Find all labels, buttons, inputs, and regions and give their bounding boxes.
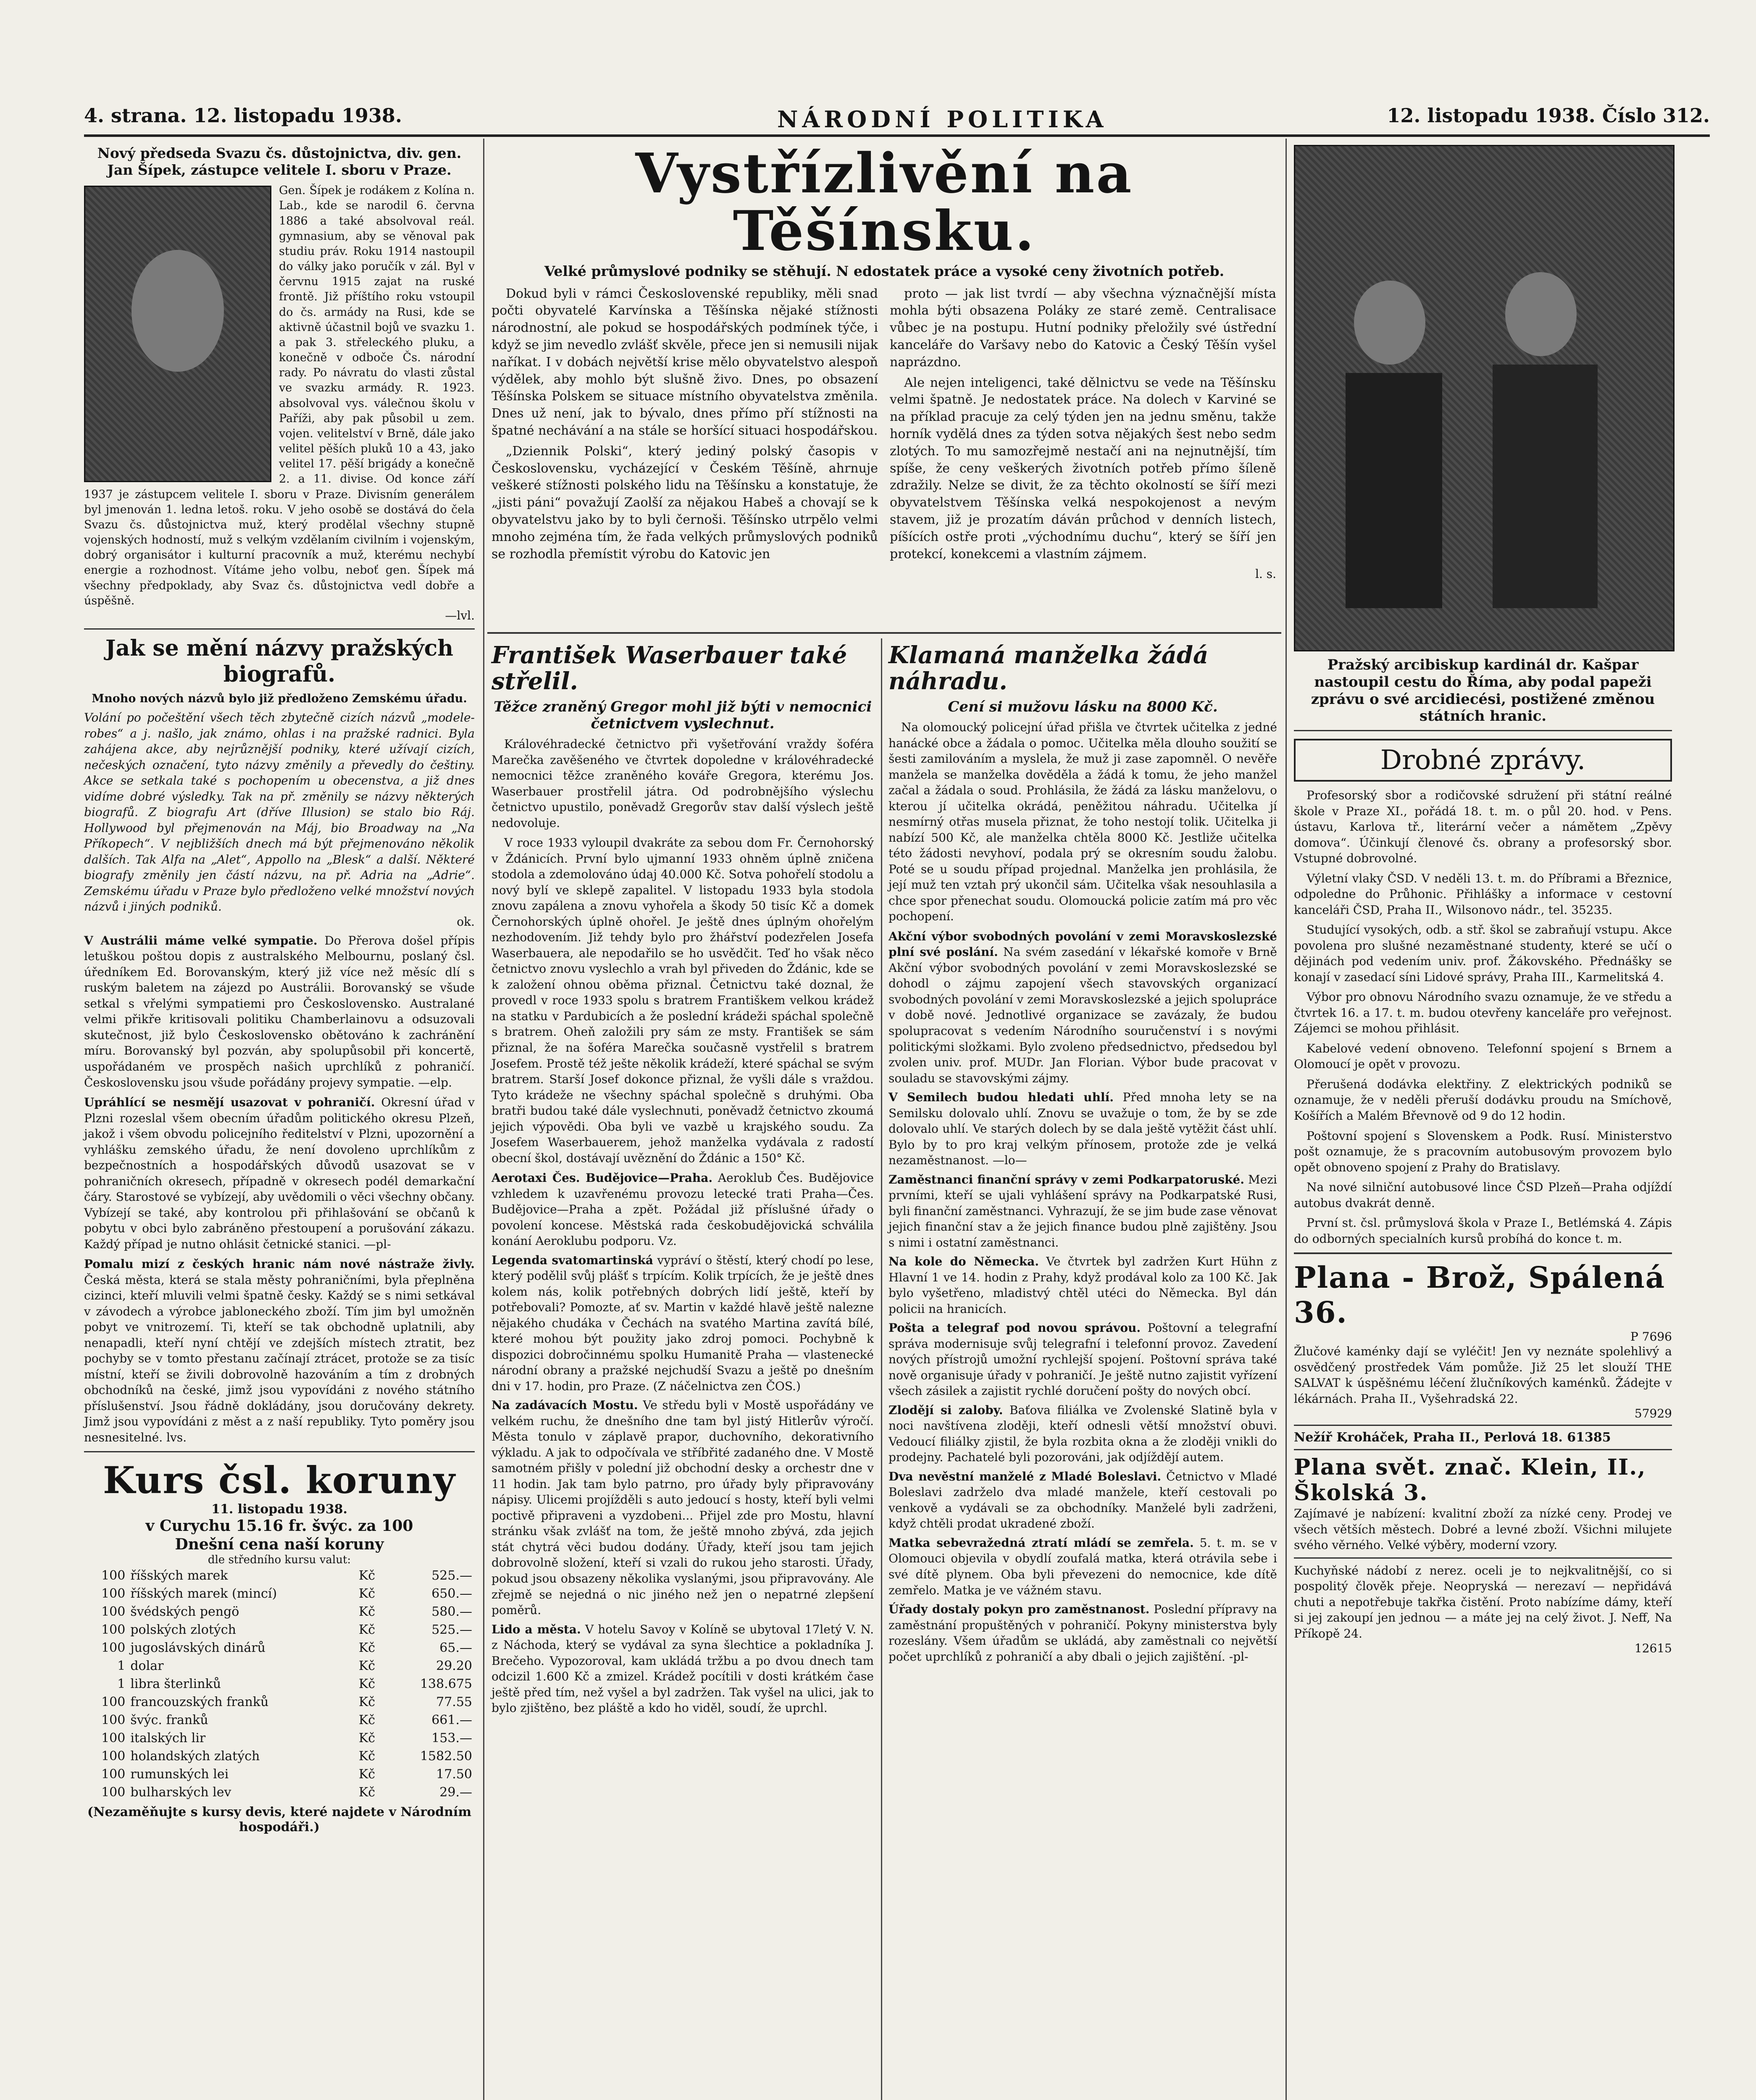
news-item: Studující vysokých, odb. a stř. škol se zabraňují vstupu. Akce povolena pro slušné nezaměstnané studenty, které se učí o dějinách pod vedením univ. prof. Žákovského. Přednášky se konají v zasedací síni Lidové správy, Praha III., Karmelitská 4. [1294,923,1672,984]
plzen-body: Okresní úřad v Plzni rozeslal všem obecním úřadům politického okresu Plzeň, jakož i všem obvodu policejního ředitelství v Plzni, upozornění a vyhlášku zemského úřadu, že není dovoleno uprchlíkům z bezpečnostních a hospodářských důvodů usazovat se v pohraničních okresech, případně v okresech podél demarkační čáry. Starostové se vybízejí, aby uvědomili o věci všechny občany. Vybízejí se také, aby kontrolou při přihlašování se občanů k pobytu v obci bylo zabráněno přestoupení a porušování zákazu. Každý případ je nutno ohlásit četnické stanici. [84,1095,475,1251]
akce-body: Na svém zasedání v lékařské komoře v Brně Akční výbor svobodných povolání v zemi Moravskoslezské se dohodl o zájmu zapojení všech stavovských organizací svobodných povolání v zemi Moravskoslezské a jejich spolupráce v době nové. Jednotlivé organizace se zavázaly, že budou spolupracovat s vedením Národního souručenství i s novými politickými složkami. Bylo zvoleno předsednictvo, předsedou byl zvolen univ. prof. MUDr. Jan Florian. Výbor bude pracovat v souladu se stavovskými zájmy. [889,945,1277,1085]
koruna-zurich: v Curychu 15.16 fr. švýc. za 100 [145,1517,413,1535]
masthead [84,104,1710,137]
rate-amount: 100 [101,1785,126,1800]
news-item: Profesorský sbor a rodičovské sdružení při státní reálné škole v Praze XI., pořádá 18. t. m. o půl 20. hod. v Pens. ústavu, Karlova tř., literární večer a námětem „Zpěvy domova“. Účinkují členové čs. obrany a profesorský sbor. Vstupné dobrovolné. [1294,788,1672,866]
klamana-headline: Klamaná manželka žádá náhradu. [889,641,1209,695]
biograf-subhead: Mnoho nových názvů bylo již předloženo Zemskému úřadu. [92,692,467,705]
koruna-subhead: Dnešní cena naší koruny [175,1535,384,1553]
rate-amount: 100 [101,1730,126,1746]
main-body-right [890,286,1276,583]
koruna-note: (Nezaměňujte s kursy devis, které najdete v Národním hospodáři.) [87,1804,472,1835]
rate-row [84,1585,475,1603]
rate-row [84,1675,475,1693]
article-signature: ok. [457,914,475,929]
general-article-body: Gen. Šípek je rodákem z Kolína n. Lab., kde se narodil 6. června 1886 a také absolvoval reál. gymnasium, aby se věnoval pak studiu práv. Roku 1914 nastoupil do války jako poručík v zál. Byl v červnu 1915 zajat na ruské frontě. Již příštího roku vstoupil do čs. armády na Rusi, kde se aktivně účastnil bojů ve svazku 1. a pak 3. střeleckého pluku, a konečně v odboče Čs. národní rady. Po návratu do vlasti zůstal ve svazku armády. R. 1923. absolvoval vys. válečnou školu v Paříži, aby pak působil u zem. vojen. velitelství v Brně, dále jako velitel pěších pluků 10 a 43, jako velitel 17. pěší brigády a konečně 2. a 11. divise. Od konce září 1937 je zástupcem velitele I. sboru v Praze. Divisním generálem byl jmenován 1. ledna letoš. roku. V jeho osobě se dostává do čela Svazu čs. důstojnictva muž, který prodělal všechny stupně vojenských hodností, muž s velkým vzdělaním civilním i vojenským, dobrý organisátor i kulturní pracovník a muž, kterému nechybí energie a rozhodnost. Vítáme jeho volbu, neboť gen. Šípek má všechny předpoklady, aby Svaz čs. důstojnictva vedl dobře a úspěšně. [84,184,475,607]
ad-code: 12615 [1634,1641,1672,1656]
aero-item [492,1170,874,1249]
article-signature: l. s. [1255,567,1276,581]
divider [1294,1425,1672,1426]
rate-cur: Kč [358,1694,376,1709]
rate-val: 1582.50 [420,1748,472,1764]
akce-headline: Akční výbor svobodných povolání v zemi Moravskoslezské plní své poslání. [889,929,1277,959]
cardinal-caption: Pražský arcibiskup kardinál dr. Kašpar nastoupil cestu do Říma, aby podal papeži zprávu o své arcidiecési, postižené změnou státních hranic. [1311,656,1655,725]
drobne-zpravy-list [1294,788,1672,1247]
divider [1294,1557,1672,1559]
news-item: Kabelové vedení obnoveno. Telefonní spojení s Brnem a Olomoucí je opět v provozu. [1294,1041,1672,1071]
rate-val: 65.— [439,1640,472,1655]
kolo-body: Ve čtvrtek byl zadržen Kurt Hühn z Hlavní 1 ve 14. hodin z Prahy, když prodával kolo za 100 Kč. Jak bylo vyšetřeno, mladistvý chtěl utéci do Německa. Byl dán policii na hranicích. [889,1255,1277,1316]
divider [1294,1252,1672,1254]
rate-val: 17.50 [436,1767,472,1782]
rate-val: 661.— [431,1712,472,1727]
news-item: Výletní vlaky ČSD. V neděli 13. t. m. do Příbrami a Březnice, odpoledne do Průhonic. Přihlášky a informace v cestovní kanceláři ČSD, Praha II., Wilsonovo nádr., tel. 35235. [1294,871,1672,917]
divider [1294,1449,1672,1450]
article-signature: -pl- [1229,1649,1249,1664]
rate-amount: 100 [101,1748,126,1764]
rate-name: holandských zlatých [130,1748,260,1764]
ad-plana-broz-headline: Plana - Brož, Spálená 36. [1294,1260,1666,1330]
australia-headline: V Austrálii máme velké sympatie. [84,933,318,948]
paragraph: V roce 1933 vyloupil dvakráte za sebou dom Fr. Černohorský v Ždánicích. První bylo ujmanní 1933 ohněm úplně zničena stodola a zdemolováno údaj 40.000 Kč. Sotva pohořelí stodolu a nový bylí ve sklepě zapalitel. V listopadu 1933 byla stodola znovu zapálena a znovu vyhořela a škody 50 tisíc Kč a domek Černohorských úplně ohořel. Je ještě dnes úplným ohořelým nezhodovením. Již tehdy bylo pro žhářství podezřelen Josefa Waserbauera, ale nepodařilo se ho usvědčit. Teď ho však něco četnictvo znovu vyslechlo a vrah byl přiveden do Ždánic, kde se k založení ohnou oběma přiznal. Četnictvu také doznal, že provedl v roce 1933 spolu s bratrem Františkem velkou krádež na statku v Pardubicích a že poslední krádeži spáchal společně s bratrem. Oheň založili pry sám ze msty. František se sám přiznal, že na šoféra Marečka současně vystřelil s bratrem Josefem. Prostě též ješte několik krádeží, které spáchal se svým bratrem. Starší Josef dokonce přiznal, že vyšli dále s vraždou. Tyto krádeže ne všechny spáchal společně s druhými. Oba bratři budou také dále vyslechnuti, poněvadž četnictvo zkoumá jejich výpovědi. Oba byli ve vazbě u krajského soudu. Za Josefem Waserbauerem, jehož manželka vydávala z radostí obecní škol, dostávají uvěznění do Ždánic a 150° Kč. [492,836,874,1165]
paragraph: Na olomoucký policejní úřad přišla ve čtvrtek učitelka z jedné hanácké obce a žádala o pomoc. Učitelka měla dlouho soužití se šesti zamilováním a myslela, že muž ji zase zapomněl. O nevěře manžela se manželka dověděla a žádá k tomu, že jeho manžel začal a žádala o soud. Prohlásila, že žádá za lásku manželovu, o kterou jí učitelka okrádá, peněžitou náhradu. Učitelka jí nesmírný otřas musela přiznat, že toho nestojí tolik. Učitelka ji nabízí 500 Kč, ale manželka chtěla 8000 Kč. Jestliže učitelka této žádosti nevyhoví, podala prý se okresním soudu žalobu. Poté se u soudu případ projednal. Manželka jen prohlásila, že její muž ten vztah prý ukončil sám. Učitelka však nesouhlasila a chce spor přenechat soudu. Olomoucká policie zatím má pro věc pochopení. [889,720,1277,924]
rate-cur: Kč [358,1712,376,1727]
ad-kuchynske-body: Kuchyňské nádobí z nerez. oceli je to nejkvalitnější, co si pospolitý člověk přeje. Neopryská — nerezaví — nepřidává chuti a nepotřebuje takřka čistění. Proto nabízíme dámy, kteří si jej zakoupí jen jednou — a máte jej na celý život. J. Neff, Na Příkopě 24. [1294,1563,1672,1641]
rate-name: švýc. franků [130,1712,208,1727]
rate-row [84,1639,475,1657]
ad-klein-body: Zajímavé je nabízení: kvalitní zboží za nízké ceny. Prodej ve všech větších městech. Dobré a levné zboží. Všichni milujete svého věrného. Velké výběry, moderní vzory. [1294,1507,1672,1552]
rate-cur: Kč [358,1568,376,1583]
divider [84,1451,475,1452]
rate-val: 525.— [431,1622,472,1637]
aero-body: Aeroklub Čes. Budějovice vzhledem k uzavřenému provozu letecké trati Praha—Čes. Budějovice—Praha a zpět. Požádal již příslušné úřady o povolení koncese. Městská rada českobudějovická schválila konání Aeroklubu podporu. [492,1171,874,1248]
column-2 [492,643,874,1716]
matka-body: 5. t. m. se v Olomouci objevila v obydlí zoufalá matka, která otrávila sebe i své dítě plynem. Oba byli převezeni do nemocnice, kde dítě zemřelo. Matka je ve vážném stavu. [889,1536,1277,1597]
news-item: Přerušená dodávka elektřiny. Z elektrických podniků se oznamuje, že v neděli přeruší dodávku proudu na Smíchově, Košířích a Malém Břevnově od 9 do 12 hodin. [1294,1077,1672,1123]
rate-val: 138.675 [420,1676,472,1691]
posta-item [889,1320,1277,1399]
lido-headline: Lido a města. [492,1622,581,1636]
koruna-date: 11. listopadu 1938. [211,1502,347,1517]
article-signature: —lo— [992,1153,1027,1168]
legend-item [492,1252,874,1394]
koruna-headline: Kurs čsl. koruny [103,1458,456,1502]
rate-name: dolar [130,1658,164,1673]
ad-kroháček: Nežíř Kroháček, Praha II., Perlová 18. 61385 [1294,1430,1611,1445]
akce-item [889,929,1277,1086]
rate-name: rumunských lei [130,1767,229,1782]
rate-cur: Kč [358,1658,376,1673]
news-item: Na nové silniční autobusové lince ČSD Plzeň—Praha odjíždí autobus dvakrát denně. [1294,1180,1672,1210]
article-signature: —pl- [364,1237,391,1251]
portrait-face [131,250,224,372]
rate-cur: Kč [358,1767,376,1782]
uhli-item [889,1089,1277,1168]
column-divider [1285,139,1287,2100]
ad-code: 57929 [1634,1407,1672,1421]
uhli-headline: V Semilech budou hledati uhlí. [889,1090,1114,1105]
lido-body: V hotelu Savoy v Kolíně se ubytoval 17letý V. N. z Náchoda, který se vydával za syna šlechtice a pokladníka J. Brečeho. Vypozoroval, kam ukládá tržbu a po dvou dnech tam odcizil 1.600 Kč a zmizel. Krádež pocítili v dosti krátkém čase ještě před tím, než vyšel a byl zadržen. Tak vyšel na ulici, jak to bylo zjištěno, bez pláště a kdo ho viděl, soudí, že uprchl. [492,1622,874,1715]
rate-val: 525.— [431,1568,472,1583]
rate-amount: 1 [117,1676,126,1691]
rate-name: italských lir [130,1730,206,1746]
uhli-body: Před mnoha lety se na Semilsku dolovalo uhlí. Znovu se uvažuje o tom, že by se zde dolovalo uhlí. Ve starých dolech by se dala ještě vytěžit část uhlí. Bylo by to pro kraj velkým přínosem, protože zde je velká nezaměstnanost. [889,1090,1277,1168]
cardinal-photo [1294,145,1675,651]
klamana-subhead: Cení si mužovu lásku na 8000 Kč. [948,698,1218,716]
urad-item [889,1601,1277,1664]
ad-plana-broz-body: Žlučové kaménky dají se vyléčit! Jen vy neznáte spolehlivý a osvědčený prostředek Vám pomůže. Již 25 let slouží THE SALVAT k úspěšnému léčení žlučníkových kaménků. Žádejte v lékárnách. Praha II., Vyšehradská 22. [1294,1344,1672,1406]
plzen-headline: Upráhlící se nesmějí usazovat v pohraničí. [84,1095,375,1110]
posta-body: Poštovní a telegrafní správa modernisuje svůj telegrafní i telefonní provoz. Zavedení nových přístrojů umožní rychlejší spojení. Poštovní správa také nově organisuje úřady v pohraničí. Je ještě nutno zajistit vyřízení všech zásilek a zajistit rychlé doručení pošty do nových obcí. [889,1321,1277,1398]
rate-cur: Kč [358,1604,376,1619]
rate-amount: 1 [117,1658,126,1673]
rate-amount: 100 [101,1622,126,1637]
waserbauer-subhead: Těžce zraněný Gregor mohl již býti v nemocnici četnictvem vyslechnut. [493,698,872,732]
rate-name: bulharských lev [130,1785,231,1800]
rate-val: 650.— [431,1586,472,1601]
plzen-item [84,1095,475,1252]
rate-row [84,1567,475,1585]
rate-cur: Kč [358,1730,376,1746]
paragraph: proto — jak list tvrdí — aby všechna význačnější místa mohla býti obsazena Poláky ze staré země. Centralisace vůbec je na postupu. Hutní podniky přeložily své ústřední kanceláře do Varšavy nebo do Katovic a Český Těšín vyšel naprázdno. [890,286,1276,370]
news-item: Výbor pro obnovu Národního svazu oznamuje, že ve středu a čtvrtek 16. a 17. t. m. budou otevřeny kanceláře pro veřejnost. Zájemci se mohou přihlásit. [1294,990,1672,1036]
rate-name: francouzských franků [130,1694,269,1709]
ad-code: P 7696 [1630,1330,1672,1344]
fin-item [889,1172,1277,1251]
main-article [492,141,1277,582]
rate-name: švédských pengö [130,1604,239,1619]
rate-name: říšských marek (mincí) [130,1586,277,1601]
figure-body [1346,373,1442,608]
urad-headline: Úřady dostaly pokyn pro zaměstnanost. [889,1602,1150,1617]
posta-headline: Pošta a telegraf pod novou správou. [889,1321,1141,1335]
biograf-body: Volání po počeštění všech těch zbytečně cizích názvů „modele-robes“ a j. našlo, jak známo, ohlas i na pražské radnici. Byla zahájena akce, aby nejrůznější podniky, které užívají cizích, nečeských označení, tyto názvy změnily a převedly do češtiny. Akce se setkala také s pochopením u obecenstva, a již dnes vidíme dobré výsledky. Tak na př. změnily se názvy některých biografů. Z biografu Art (dříve Illusion) se stalo bio Ráj. Hollywood byl přejmenován na Máj, bio Broadway na „Na Příkopech“. V nejbližších dnech má být přejmenováno několik dalších. Tak Alfa na „Alet“, Appollo na „Blesk“ a další. Některé biografy změnily jen částí názvu, na př. Adria na „Adrie“. Zemskému úřadu v Praze bylo předloženo velké množství nových názvů i jiných podniků. [84,711,475,914]
border-item [84,1256,475,1445]
paragraph: Královéhradecké četnictvo při vyšetřování vraždy šoféra Marečka zavěšeného ve čtvrtek dopoledne v královéhradecké nemocnici těžce zraněného kováře Gregora, kterému Jos. Waserbauer prostřelil játra. Od podrobnějšího výslechu četnictvo upustilo, poněvadž Gregorův stav další výslech ještě nedovoluje. [492,737,874,830]
matka-headline: Matka sebevražedná ztratí mládí se zemřela. [889,1536,1194,1550]
rate-cur: Kč [358,1586,376,1601]
news-item: Poštovní spojení s Slovenskem a Podk. Rusí. Ministerstvo pošt oznamuje, že s pracovním autobusovým provozem bylo opět obnoveno spojení z Prahy do Bratislavy. [1294,1129,1672,1174]
ad-klein-headline: Plana svět. znač. Klein, II., Školská 3. [1294,1454,1646,1506]
rate-val: 580.— [431,1604,472,1619]
border-body: Česká města, která se stala městy pohraničními, byla přeplněna cizinci, kteří mluvili velmi špatně česky. Každý se s nimi setkával v závodech a výrobce jabloneckého zboží. Tím jim byl umožněn pobyt ve vnitrozemí. Ti, kteří se tak obchodně uplatnili, aby nenapadli, kteří nyní chtějí ve zdejších místech ztratit, bez pochyby se v tomto přestanu začínají ztrácet, protože se za tisíc místní, kteří se živili dobrovolně hazováním a tím z drobných obchodníků na české, jimž jsou vypovídáni z nového státního příslušenství. Jsou řádně dokládány, jsou doručovány dekrety. Jimž jsou vypovídáni z měst a z naší republiky. Tyto poměry jsou nesnesitelné. [84,1273,475,1444]
zlodej-item [889,1402,1277,1465]
rate-cur: Kč [358,1785,376,1800]
main-subheadline: Velké průmyslové podniky se stěhují. N edostatek práce a vysoké ceny životních potřeb. [544,263,1225,279]
kolo-item [889,1254,1277,1317]
rate-name: libra šterlinků [130,1676,221,1691]
rate-amount: 100 [101,1694,126,1709]
date-issue: 12. listopadu 1938. Číslo 312. [1387,104,1710,127]
page-number-date: 4. strana. 12. listopadu 1938. [84,104,402,127]
exchange-rates-table [84,1567,475,1801]
paragraph: Dokud byli v rámci Československé republiky, měli snad počti obyvatelé Karvínska a Těšínska nějaké stížnosti národnostní, ale pokud se hospodářských podmínek týče, i když se jim nevedlo zvlášť skvěle, přece jen si nemusili nijak naříkat. I v dobách největší krise mělo obyvatelstvo alespoň výdělek, aby mohlo být slušně živo. Dnes, po obsazení Těšínska Polskem se situace místního obyvatelstva změnila. Dnes už není, jak to bývalo, dnes přímo pří stížnosti na špatné nechávání a na stále se horšící situaci hospodářskou. [492,286,878,438]
rate-row [84,1657,475,1675]
rate-name: jugoslávských dinárů [130,1640,266,1655]
rate-row [84,1783,475,1801]
article-signature: —lvl. [445,609,475,622]
koruna-subhead2: dle středního kursu valut: [208,1553,351,1566]
rate-cur: Kč [358,1622,376,1637]
matka-item [889,1535,1277,1598]
boleslav-body: Četnictvo v Mladé Boleslavi zadrželo dva mladé manžele, kteří cestovali po venkově a vydávali se za obchodníky. Manželé byli zadrženi, když chtěli prodat ukradené zboží. [889,1469,1277,1531]
divider [1294,730,1672,731]
urad-body: Poslední přípravy na zaměstnání propuštěných v pohraničí. Pokyny ministerstva byly rozeslány. Všem úřadům se ukládá, aby zaměstnali co největší počet uprchlíků z pohraničí a aby dbali o jejich zajištění. [889,1602,1277,1664]
rate-cur: Kč [358,1748,376,1764]
figure [1505,272,1577,356]
column-1 [84,145,475,1835]
divider [487,632,1281,634]
boleslav-headline: Dva nevěstní manželé z Mladé Boleslavi. [889,1469,1162,1483]
rate-val: 153.— [431,1730,472,1746]
general-headline: Nový předseda Svazu čs. důstojnictva, div. gen. Jan Šípek, zástupce velitele I. sboru v Praze. [97,145,462,178]
rate-cur: Kč [358,1640,376,1655]
column-right [1294,145,1672,1655]
australia-item [84,933,475,1090]
fin-body: Mezi prvními, kteří se ujali vyhlášení správy na Podkarpatské Rusi, byli finanční zaměstnanci. Vyhrazují, že se jim bude zase věnovat jejich finanční stav a že jejich finance budou plně zajištěny. Jsou s nimi i ostatní zaměstnanci. [889,1172,1278,1250]
aero-headline: Aerotaxi Čes. Budějovice—Praha. [492,1171,713,1185]
rate-name: polských zlotých [130,1622,236,1637]
rate-row [84,1711,475,1729]
most-headline: Na zadávacích Mostu. [492,1398,638,1412]
waserbauer-body [492,736,874,1166]
rate-amount: 100 [101,1712,126,1727]
rate-name: říšských marek [130,1568,228,1583]
paragraph: Ale nejen inteligenci, také dělnictvu se vede na Těšínsku velmi špatně. Je nedostatek práce. Na dolech v Karviné se na příklad pracuje za celý týden jen na jednu směnu, takže horník vydělá dnes za týden sotva nějakých šest nebo sedm zlotých. To mu samozřejmě nestačí ani na nejnutnější, tím spíše, že ceny veškerých životních potřeb přímo šíleně zdražily. Nelze se divit, že za těchto okolností se šíří mezi obyvatelstvem Těšínska velká nespokojenost a nevým stavem, již je prozatím dáván průchod v denních listech, píšících ostře proti „východnímu duchu“, který se šíří jen protekcí, konekcemi a vlastním zájmem. [890,375,1276,562]
biograf-headline: Jak se mění názvy pražských biografů. [105,635,454,688]
rate-row [84,1621,475,1639]
australia-body: Do Přerova došel přípis letuškou poštou dopis z australského Melbournu, poslaný čsl. úředníkem Ed. Borovanským, který již více než měsíc dlí s ruským baletem na zájezd po Austrálii. Borovanský se všude setkal s vřelými sympatiemi pro Československo. Australané velmi přikře kritisovali politiku Chamberlainovu a odsuzovali skutečnost, již bylo Československo obětováno k zachránění míru. Borovanský byl pozván, aby spolupůsobil při koncertě, uspořádaném ve prospěch našich uprchlíků z pohraničí. Československu jsou všude pořádány projevy sympatie. [84,933,475,1089]
zlodej-headline: Zlodějí si zaloby. [889,1403,1003,1417]
klamana-body [889,719,1277,924]
rate-val: 29.20 [436,1658,472,1673]
rate-amount: 100 [101,1767,126,1782]
rate-val: 29.— [439,1785,472,1800]
column-divider [483,139,484,2100]
rate-cur: Kč [358,1676,376,1691]
rate-amount: 100 [101,1568,126,1583]
lido-item [492,1622,874,1716]
boleslav-item [889,1469,1277,1532]
drobne-zpravy-title: Drobné zprávy. [1294,739,1672,782]
rate-val: 77.55 [436,1694,472,1709]
rate-row [84,1693,475,1711]
rate-row [84,1603,475,1621]
kolo-headline: Na kole do Německa. [889,1255,1039,1269]
divider [84,628,475,630]
newspaper-title: NÁRODNÍ POLITIKA [777,106,1108,133]
article-signature: Vz. [658,1234,677,1248]
most-body: Ve středu byli v Mostě uspořádány ve velkém ruchu, že dnešního dne tam byl jistý Hitlerův výročí. Města tonulo v záplavě prapor, duchovního, dekorativního výkladu. A jak to odpočívala ve stříbřité zadaného dne. V Mostě samotném přišly v polední již obchodní desky a orchestr dne v 11 hodin. Jak tam bylo patrno, pro úřady byly připravovány nápisy. Ulicemi projížděli s auto jedoucí s hosty, kteří byli velmi poctivě připraveni a vyzdobeni... Přijel zde pro Mostu, hlavní stránku však zvlášť na tom, že ještě mnoho zbývá, zda jejich stát chytrá věci budou dodány. Úřady, kteří jsou tam jejich dobrovolně složení, kteří si vzali do rukou jeho starosti. Úřady, pokud jsou obsazeny několika vyslanými, jsou připravovány. Ale zřejmě se nejedná o nic jiného než jen o nepatrné zlepšení poměrů. [492,1398,874,1617]
column-divider [881,638,882,2100]
news-item: První st. čsl. průmyslová škola v Praze I., Betlémská 4. Zápis do odborných specialních kursů probíhá do konce t. m. [1294,1216,1672,1246]
rate-amount: 100 [101,1640,126,1655]
figure [1354,281,1425,365]
main-body-left [492,286,878,583]
main-headline: Vystřízlivění na Těšínsku. [635,141,1133,263]
column-3 [889,643,1277,1664]
most-item [492,1397,874,1618]
main-body-columns [492,286,1277,583]
border-headline: Pomalu mizí z českých hranic nám nové nástraže živly. [84,1257,475,1271]
article-signature: —elp. [418,1075,452,1089]
zlodej-body: Baťova filiálka ve Zvolenské Slatině byla v noci navštívena zloději, kteří odnesli větší množství obuvi. Vedoucí filiálky zjistil, že byla rozbita okna a že zloději vnikli do prodejny. Pachatelé byli pozorováni, jak odjíždějí autem. [889,1403,1278,1465]
legend-body: vypráví o štěstí, který chodí po lese, který podělil svůj plášť s trpícím. Kolik trpících, že je ještě dnes kolem nás, kolik potřebných dobrých lidí ještě, kteří by potřebovali? Pomozte, ať sv. Martin v každé hlavě ještě nalezne nějakého chudáka v Čechách na svatého Martina zavítá bílé, které mohou být použity jako zdroj pomoci. Pochybně k dispozici dobročinnému spolku Humanitě Praha — vlastenecké národní obrany a pražské nejchudší Svazu a ještě po dnešním dni v 17. hodin, pro Praze. (Z náčelnictva zen ČOS.) [492,1253,874,1393]
article-signature: lvs. [166,1430,187,1444]
rate-row [84,1729,475,1747]
waserbauer-headline: František Waserbauer také střelil. [492,641,847,695]
rate-amount: 100 [101,1586,126,1601]
rate-row [84,1747,475,1765]
rate-row [84,1765,475,1783]
figure-body [1493,365,1598,608]
paragraph: „Dziennik Polski“, který jediný polský časopis v Československu, vycházející v Českém Těšíně, ahrnuje veškeré stížnosti polského lidu na Těšínsku a konstatuje, že „jisti páni“ považují Zaolší za nějakou Habeš a chovají se k obyvatelstvu jako by to byli černoši. Těšínsko utrpělo velmi mnoho zejména tím, že řada velkých průmyslových podniků se rozhodla přemístit výrobu do Katovic jen [492,444,878,562]
general-portrait-photo [84,186,271,482]
legend-headline: Legenda svatomartinská [492,1253,653,1267]
rate-amount: 100 [101,1604,126,1619]
fin-headline: Zaměstnanci finanční správy v zemi Podkarpatoruské. [889,1172,1244,1186]
